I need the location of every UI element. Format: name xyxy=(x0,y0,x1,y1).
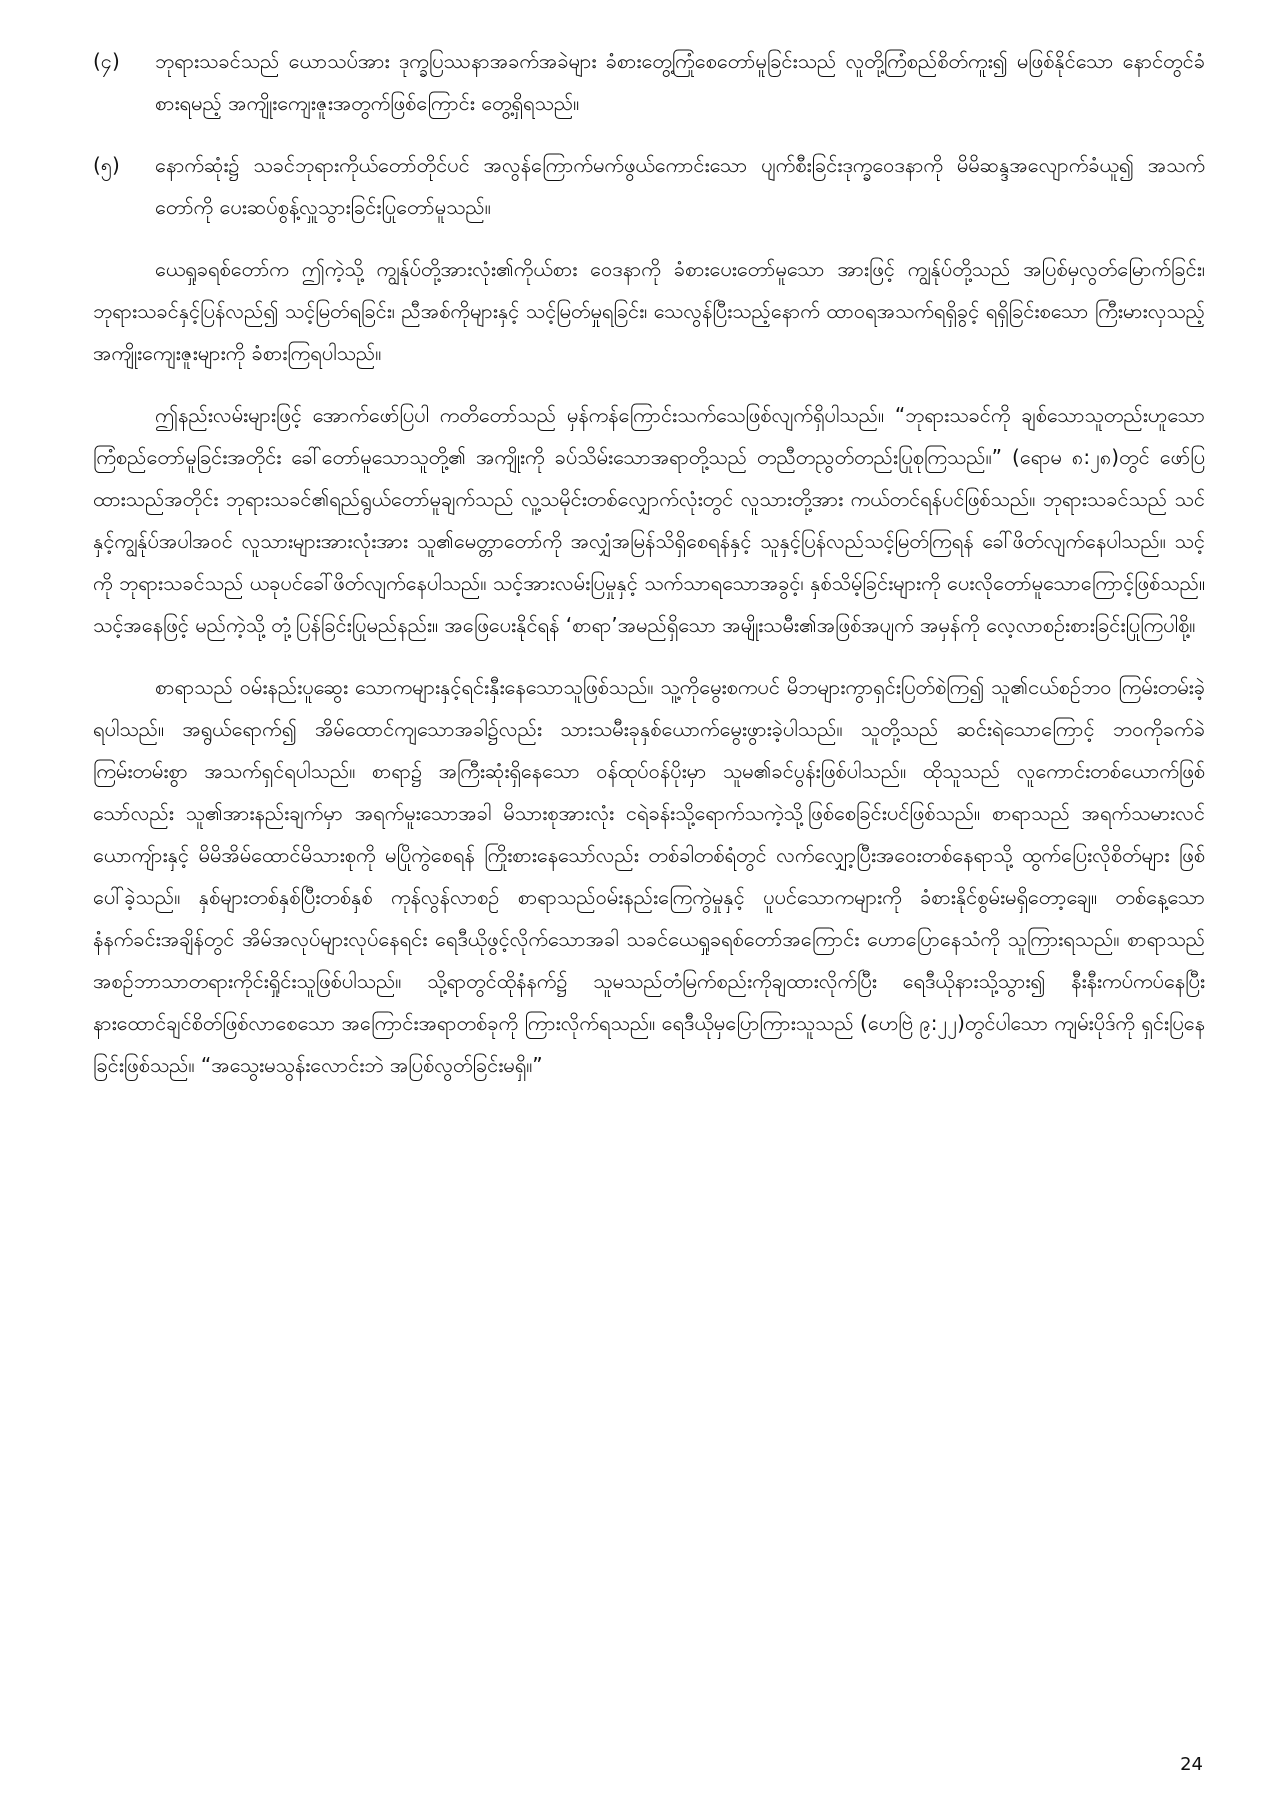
numbered-item xyxy=(93,144,1205,228)
item-number: (၄) xyxy=(93,49,120,73)
page-number: 24 xyxy=(1180,1754,1203,1775)
item-number: (၅) xyxy=(93,153,120,177)
page-content xyxy=(93,40,1205,1106)
item-text: ဘုရားသခင်သည် ယောသပ်အား ဒုက္ခပြဿနာအခက်အခဲများ ခံစားတွေ့ကြုံစေတော်မူခြင်းသည် လူတို့ကြံစည်စိတ်ကူး၍ မဖြစ်နိုင်သော နောင်တွင်ခံစားရမည့် အကျိုးကျေးဇူးအတွက်ဖြစ်ကြောင်း တွေ့ရှိရသည်။ xyxy=(155,49,1205,115)
body-paragraph: စာရာသည် ဝမ်းနည်းပူဆွေး သောကများနှင့်ရင်းနှီးနေသောသူဖြစ်သည်။ သူ့ကိုမွေးစကပင် မိဘများကွာရှင်းပြတ်စဲကြ၍ သူ၏ငယ်စဉ်ဘဝ ကြမ်းတမ်းခဲ့ရပါသည်။ အရွယ်ရောက်၍ အိမ်ထောင်ကျသောအခါ၌လည်း သားသမီးခုနှစ်ယောက်မွေးဖွားခဲ့ပါသည်။ သူတို့သည် ဆင်းရဲသောကြောင့် ဘဝကိုခက်ခဲကြမ်းတမ်းစွာ အသက်ရှင်ရပါသည်။ စာရာ၌ အကြီးဆုံးရှိနေသော ဝန်ထုပ်ဝန်ပိုးမှာ သူမ၏ခင်ပွန်းဖြစ်ပါသည်။ ထိုသူသည် လူကောင်းတစ်ယောက်ဖြစ်သော်လည်း သူ၏အားနည်းချက်မှာ အရက်မူးသောအခါ မိသားစုအားလုံး ငရဲခန်းသို့ရောက်သကဲ့သို့ဖြစ်စေခြင်းပင်ဖြစ်သည်။ စာရာသည် အရက်သမားလင်ယောကျ်ားနှင့် မိမိအိမ်ထောင်မိသားစုကို မပြိုကွဲစေရန် ကြိုးစားနေသော်လည်း တစ်ခါတစ်ရံတွင် လက်လျှော့ပြီးအဝေးတစ်နေရာသို့ ထွက်ပြေးလိုစိတ်များ ဖြစ်ပေါ်ခဲ့သည်။ နှစ်များတစ်နှစ်ပြီးတစ်နှစ် ကုန်လွန်လာစဉ် စာရာသည်ဝမ်းနည်းကြေကွဲမှုနှင့် ပူပင်သောကများကို ခံစားနိုင်စွမ်းမရှိတော့ချေ။ တစ်နေ့သော နံနက်ခင်းအချိန်တွင် အိမ်အလုပ်များလုပ်နေရင်း ရေဒီယိုဖွင့်လိုက်သောအခါ သခင်ယေရှုခရစ်တော်အကြောင်း ဟောပြောနေသံကို သူကြားရသည်။ စာရာသည် အစဉ်ဘာသာတရားကိုင်းရှိုင်းသူဖြစ်ပါသည်။ သို့ရာတွင်ထိုနံနက်၌ သူမသည်တံမြက်စည်းကိုချထားလိုက်ပြီး ရေဒီယိုနားသို့သွား၍ နီးနီးကပ်ကပ်နေပြီး နားထောင်ချင်စိတ်ဖြစ်လာစေသော အကြောင်းအရာတစ်ခုကို ကြားလိုက်ရသည်။ ရေဒီယိုမှပြောကြားသူသည် (ဟေဗြဲ ၉:၂၂)တွင်ပါသော ကျမ်းပိုဒ်ကို ရှင်းပြနေခြင်းဖြစ်သည်။ “အသွေးမသွန်းလောင်းဘဲ အပြစ်လွတ်ခြင်းမရှိ။” xyxy=(93,675,1205,1077)
item-text: နောက်ဆုံး၌ သခင်ဘုရားကိုယ်တော်တိုင်ပင် အလွန်ကြောက်မက်ဖွယ်ကောင်းသော ပျက်စီးခြင်းဒုက္ခဝေဒနာကို မိမိဆန္ဒအလျောက်ခံယူ၍ အသက်တော်ကို ပေးဆပ်စွန့်လှူသွားခြင်းပြုတော်မူသည်။ xyxy=(155,153,1205,219)
numbered-item xyxy=(93,40,1205,124)
body-paragraph: ဤနည်းလမ်းများဖြင့် အောက်ဖော်ပြပါ ကတိတော်သည် မှန်ကန်ကြောင်းသက်သေဖြစ်လျက်ရှိပါသည်။ “ဘုရားသခင်ကို ချစ်သောသူတည်းဟူသော ကြံစည်တော်မူခြင်းအတိုင်း ခေါ်တော်မူသောသူတို့၏ အကျိုးကို ခပ်သိမ်းသောအရာတို့သည် တညီတညွတ်တည်းပြုစုကြသည်။” (ရောမ ၈:၂၈)တွင် ဖော်ပြထားသည်အတိုင်း ဘုရားသခင်၏ရည်ရွယ်တော်မူချက်သည် လူ့သမိုင်းတစ်လျှောက်လုံးတွင် လူသားတို့အား ကယ်တင်ရန်ပင်ဖြစ်သည်။ ဘုရားသခင်သည် သင်နှင့်ကျွန်ုပ်အပါအဝင် လူသားများအားလုံးအား သူ၏မေတ္တာတော်ကို အလျှံအမြန်သိရှိစေရန်နှင့် သူနှင့်ပြန်လည်သင့်မြတ်ကြရန် ခေါ်ဖိတ်လျက်နေပါသည်။ သင့်ကို ဘုရားသခင်သည် ယခုပင်ခေါ်ဖိတ်လျက်နေပါသည်။ သင့်အားလမ်းပြမှုနှင့် သက်သာရသောအခွင့်၊ နှစ်သိမ့်ခြင်းများကို ပေးလိုတော်မူသောကြောင့်ဖြစ်သည်။ သင့်အနေဖြင့် မည်ကဲ့သို့ တုံ့ပြန်ခြင်းပြုမည်နည်း။ အဖြေပေးနိုင်ရန် ‘စာရာ’အမည်ရှိသော အမျိုးသမီး၏အဖြစ်အပျက် အမှန်ကို လေ့လာစဉ်းစားခြင်းပြုကြပါစို့။ xyxy=(93,403,1205,637)
body-paragraph: ယေရှုခရစ်တော်က ဤကဲ့သို့ ကျွန်ုပ်တို့အားလုံး၏ကိုယ်စား ဝေဒနာကို ခံစားပေးတော်မူသော အားဖြင့် ကျွန်ုပ်တို့သည် အပြစ်မှလွတ်မြောက်ခြင်း၊ ဘုရားသခင်နှင့်ပြန်လည်၍ သင့်မြတ်ရခြင်း၊ ညီအစ်ကိုများနှင့် သင့်မြတ်မှုရခြင်း၊ သေလွန်ပြီးသည့်နောက် ထာဝရအသက်ရရှိခွင့် ရရှိခြင်းစသော ကြီးမားလှသည့် အကျိုးကျေးဇူးများကို ခံစားကြရပါသည်။ xyxy=(93,257,1205,365)
